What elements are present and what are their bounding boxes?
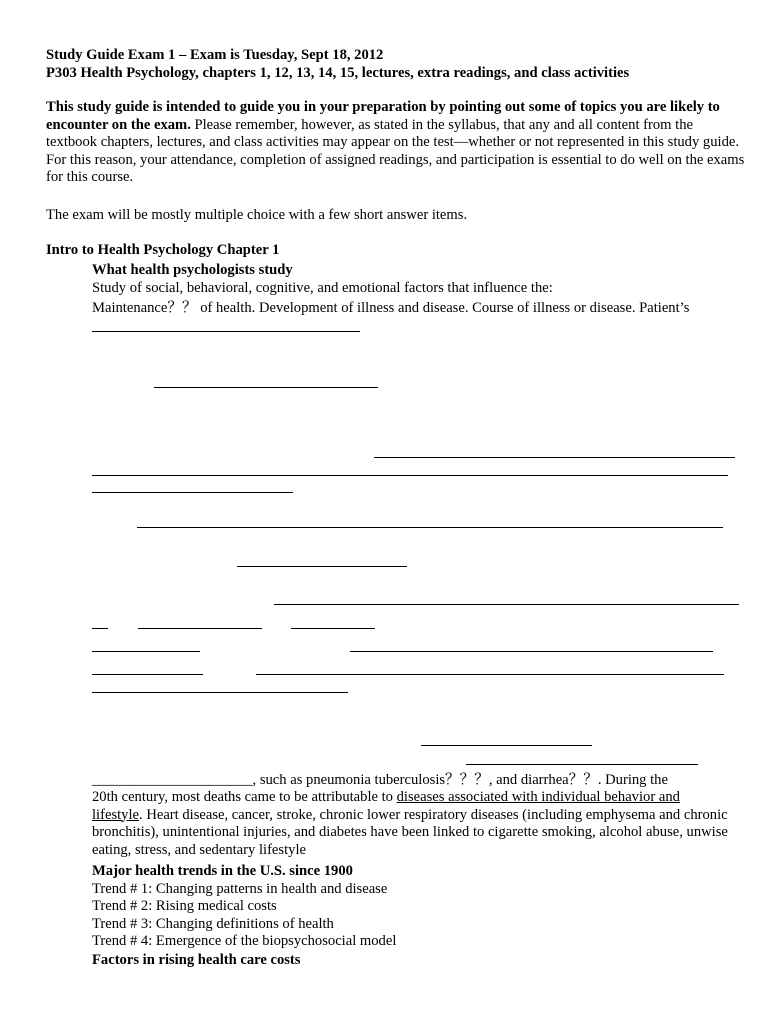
exam-format-text: The exam will be mostly multiple choice with a few short answer items. — [46, 207, 468, 223]
leading-causes-line — [92, 771, 668, 789]
fill-in-blank — [237, 566, 407, 567]
trend-item: Trend # 4: Emergence of the biopsychosocial model — [92, 933, 397, 949]
fill-in-blank — [350, 651, 713, 652]
fill-in-blank — [138, 628, 262, 629]
fill-in-blank — [374, 457, 735, 458]
study-line: Study of social, behavioral, cognitive, and emotional factors that influence the: — [92, 280, 553, 296]
century-paragraph — [92, 789, 732, 859]
fill-in-blank — [154, 387, 378, 388]
behavior-lifestyle-link: diseases associated with individual behavior and lifestyle — [92, 789, 680, 823]
century-text-b: . Heart disease, cancer, stroke, chronic lower respiratory diseases (including emphysema and chronic bronchitis), unintentional injuries, and diabetes have been linked to cigarette smoking, alcohol abuse, unwise eating, stress, and sedentary lifestyle — [92, 806, 728, 858]
trend-item: Trend # 1: Changing patterns in health and disease — [92, 881, 388, 897]
fill-in-blank — [421, 745, 592, 746]
century-text-a: 20th century, most deaths came to be attributable to — [92, 789, 397, 805]
death-blank-text: ______________________ — [92, 772, 253, 788]
trend-item: Trend # 3: Changing definitions of health — [92, 916, 334, 932]
fill-in-blank — [466, 764, 698, 765]
fill-in-blank — [92, 331, 360, 332]
fill-in-blank — [274, 604, 739, 605]
trends-heading: Major health trends in the U.S. since 1900 — [92, 863, 353, 879]
intro-normal-text: Please remember, however, as stated in the syllabus, that any and all content from the textbook chapters, lectures, and class activities may appear on the test—whether or not represented in this study guide. For this reason, your attendance, completion of assigned readings, and participation is essential to do well on the exams for this course. — [46, 116, 745, 185]
fill-in-blank — [256, 674, 724, 675]
trend-item: Trend # 2: Rising medical costs — [92, 898, 277, 914]
fill-in-blank — [92, 492, 293, 493]
intro-bold-text: This study guide is intended to guide you in your preparation by pointing out some of topics you are likely to encounter on the exam. — [46, 99, 720, 133]
chapter-heading: Intro to Health Psychology Chapter 1 — [46, 242, 280, 258]
maintenance-line: Maintenance？？ of health. Development of illness and disease. Course of illness or disease. Patient’s — [92, 300, 690, 315]
fill-in-blank — [92, 651, 200, 652]
death-causes-text: , such as pneumonia tuberculosis？？？, and diarrhea？？. During the — [252, 772, 668, 788]
fill-in-blank — [92, 692, 348, 693]
costs-heading: Factors in rising health care costs — [92, 952, 301, 968]
fill-in-blank — [92, 628, 108, 629]
fill-in-blank — [137, 527, 723, 528]
section-subheading: What health psychologists study — [92, 262, 293, 278]
fill-in-blank — [291, 628, 375, 629]
fill-in-blank — [92, 674, 203, 675]
title-line-2: P303 Health Psychology, chapters 1, 12, 13, 14, 15, lectures, extra readings, and class activities — [46, 65, 630, 81]
title-line-1: Study Guide Exam 1 – Exam is Tuesday, Sept 18, 2012 — [46, 47, 384, 63]
fill-in-blank — [92, 475, 728, 476]
intro-paragraph — [46, 99, 746, 187]
